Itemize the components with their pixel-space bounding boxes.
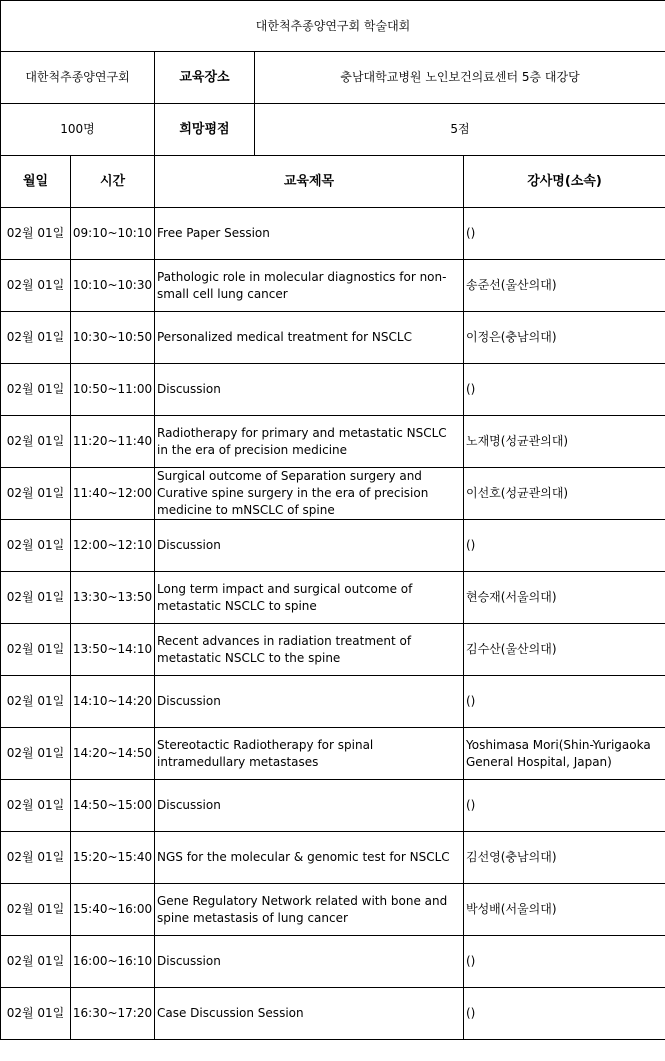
- session-date: 02월 01일: [1, 364, 71, 416]
- session-time: 12:00~12:10: [71, 520, 155, 572]
- session-speaker: 송준선(울산의대): [464, 260, 665, 312]
- session-speaker: 박성배(서울의대): [464, 884, 665, 936]
- session-date: 02월 01일: [1, 676, 71, 728]
- session-time: 13:30~13:50: [71, 572, 155, 624]
- venue-label: 교육장소: [155, 52, 255, 104]
- session-speaker: 이정은(충남의대): [464, 312, 665, 364]
- info-row-venue: [1, 52, 665, 104]
- session-time: 09:10~10:10: [71, 208, 155, 260]
- info-row-score: [1, 104, 665, 156]
- header-row: [1, 156, 665, 208]
- session-speaker: (): [464, 520, 665, 572]
- session-time: 15:20~15:40: [71, 832, 155, 884]
- column-header-date: 월일: [1, 156, 71, 208]
- session-subject: Recent advances in radiation treatment of metastatic NSCLC to the spine: [155, 624, 464, 676]
- table-row: [1, 520, 665, 572]
- title-row: [1, 1, 665, 52]
- session-subject: Stereotactic Radiotherapy for spinal intramedullary metastases: [155, 728, 464, 780]
- session-speaker: Yoshimasa Mori(Shin-Yurigaoka General Hospital, Japan): [464, 728, 665, 780]
- table-row: [1, 260, 665, 312]
- session-speaker: 노재명(성균관의대): [464, 416, 665, 468]
- session-date: 02월 01일: [1, 572, 71, 624]
- session-date: 02월 01일: [1, 780, 71, 832]
- session-speaker: (): [464, 936, 665, 988]
- table-row: [1, 468, 665, 520]
- table-row: [1, 624, 665, 676]
- session-time: 10:30~10:50: [71, 312, 155, 364]
- column-header-subject: 교육제목: [155, 156, 464, 208]
- score-label: 희망평점: [155, 104, 255, 156]
- session-date: 02월 01일: [1, 312, 71, 364]
- session-speaker: (): [464, 364, 665, 416]
- session-date: 02월 01일: [1, 468, 71, 520]
- session-speaker: 현승재(서울의대): [464, 572, 665, 624]
- session-time: 10:50~11:00: [71, 364, 155, 416]
- session-speaker: (): [464, 988, 665, 1040]
- session-speaker: (): [464, 780, 665, 832]
- table-row: [1, 884, 665, 936]
- session-subject: Case Discussion Session: [155, 988, 464, 1040]
- table-row: [1, 728, 665, 780]
- session-date: 02월 01일: [1, 260, 71, 312]
- session-speaker: 이선호(성균관의대): [464, 468, 665, 520]
- table-row: [1, 364, 665, 416]
- session-time: 14:10~14:20: [71, 676, 155, 728]
- session-subject: Pathologic role in molecular diagnostics for non-small cell lung cancer: [155, 260, 464, 312]
- table-row: [1, 416, 665, 468]
- table-row: [1, 832, 665, 884]
- session-date: 02월 01일: [1, 728, 71, 780]
- table-row: [1, 780, 665, 832]
- session-time: 15:40~16:00: [71, 884, 155, 936]
- session-subject: Surgical outcome of Separation surgery and Curative spine surgery in the era of precision medicine to mNSCLC of spine: [155, 468, 464, 520]
- session-time: 14:20~14:50: [71, 728, 155, 780]
- session-time: 16:00~16:10: [71, 936, 155, 988]
- session-subject: Discussion: [155, 676, 464, 728]
- organizer: 대한척추종양연구회: [1, 52, 155, 104]
- session-date: 02월 01일: [1, 520, 71, 572]
- session-time: 11:20~11:40: [71, 416, 155, 468]
- session-speaker: (): [464, 208, 665, 260]
- table-row: [1, 936, 665, 988]
- session-speaker: 김수산(울산의대): [464, 624, 665, 676]
- session-subject: Discussion: [155, 364, 464, 416]
- session-date: 02월 01일: [1, 832, 71, 884]
- session-speaker: (): [464, 676, 665, 728]
- table-row: [1, 988, 665, 1040]
- venue: 충남대학교병원 노인보건의료센터 5층 대강당: [255, 52, 665, 104]
- program-title: 대한척추종양연구회 학술대회: [1, 1, 665, 52]
- column-header-speaker: 강사명(소속): [464, 156, 665, 208]
- session-date: 02월 01일: [1, 988, 71, 1040]
- session-time: 16:30~17:20: [71, 988, 155, 1040]
- score: 5점: [255, 104, 665, 156]
- session-time: 10:10~10:30: [71, 260, 155, 312]
- table-row: [1, 676, 665, 728]
- session-subject: Radiotherapy for primary and metastatic NSCLC in the era of precision medicine: [155, 416, 464, 468]
- session-date: 02월 01일: [1, 208, 71, 260]
- session-subject: Long term impact and surgical outcome of metastatic NSCLC to spine: [155, 572, 464, 624]
- capacity: 100명: [1, 104, 155, 156]
- session-date: 02월 01일: [1, 884, 71, 936]
- session-time: 14:50~15:00: [71, 780, 155, 832]
- session-time: 11:40~12:00: [71, 468, 155, 520]
- table-row: [1, 208, 665, 260]
- session-subject: Free Paper Session: [155, 208, 464, 260]
- table-row: [1, 572, 665, 624]
- session-subject: Discussion: [155, 780, 464, 832]
- session-subject: Gene Regulatory Network related with bone and spine metastasis of lung cancer: [155, 884, 464, 936]
- session-subject: NGS for the molecular & genomic test for NSCLC: [155, 832, 464, 884]
- session-speaker: 김선영(충남의대): [464, 832, 665, 884]
- session-date: 02월 01일: [1, 936, 71, 988]
- column-header-time: 시간: [71, 156, 155, 208]
- session-subject: Personalized medical treatment for NSCLC: [155, 312, 464, 364]
- session-subject: Discussion: [155, 520, 464, 572]
- session-date: 02월 01일: [1, 624, 71, 676]
- session-time: 13:50~14:10: [71, 624, 155, 676]
- session-date: 02월 01일: [1, 416, 71, 468]
- table-row: [1, 312, 665, 364]
- session-subject: Discussion: [155, 936, 464, 988]
